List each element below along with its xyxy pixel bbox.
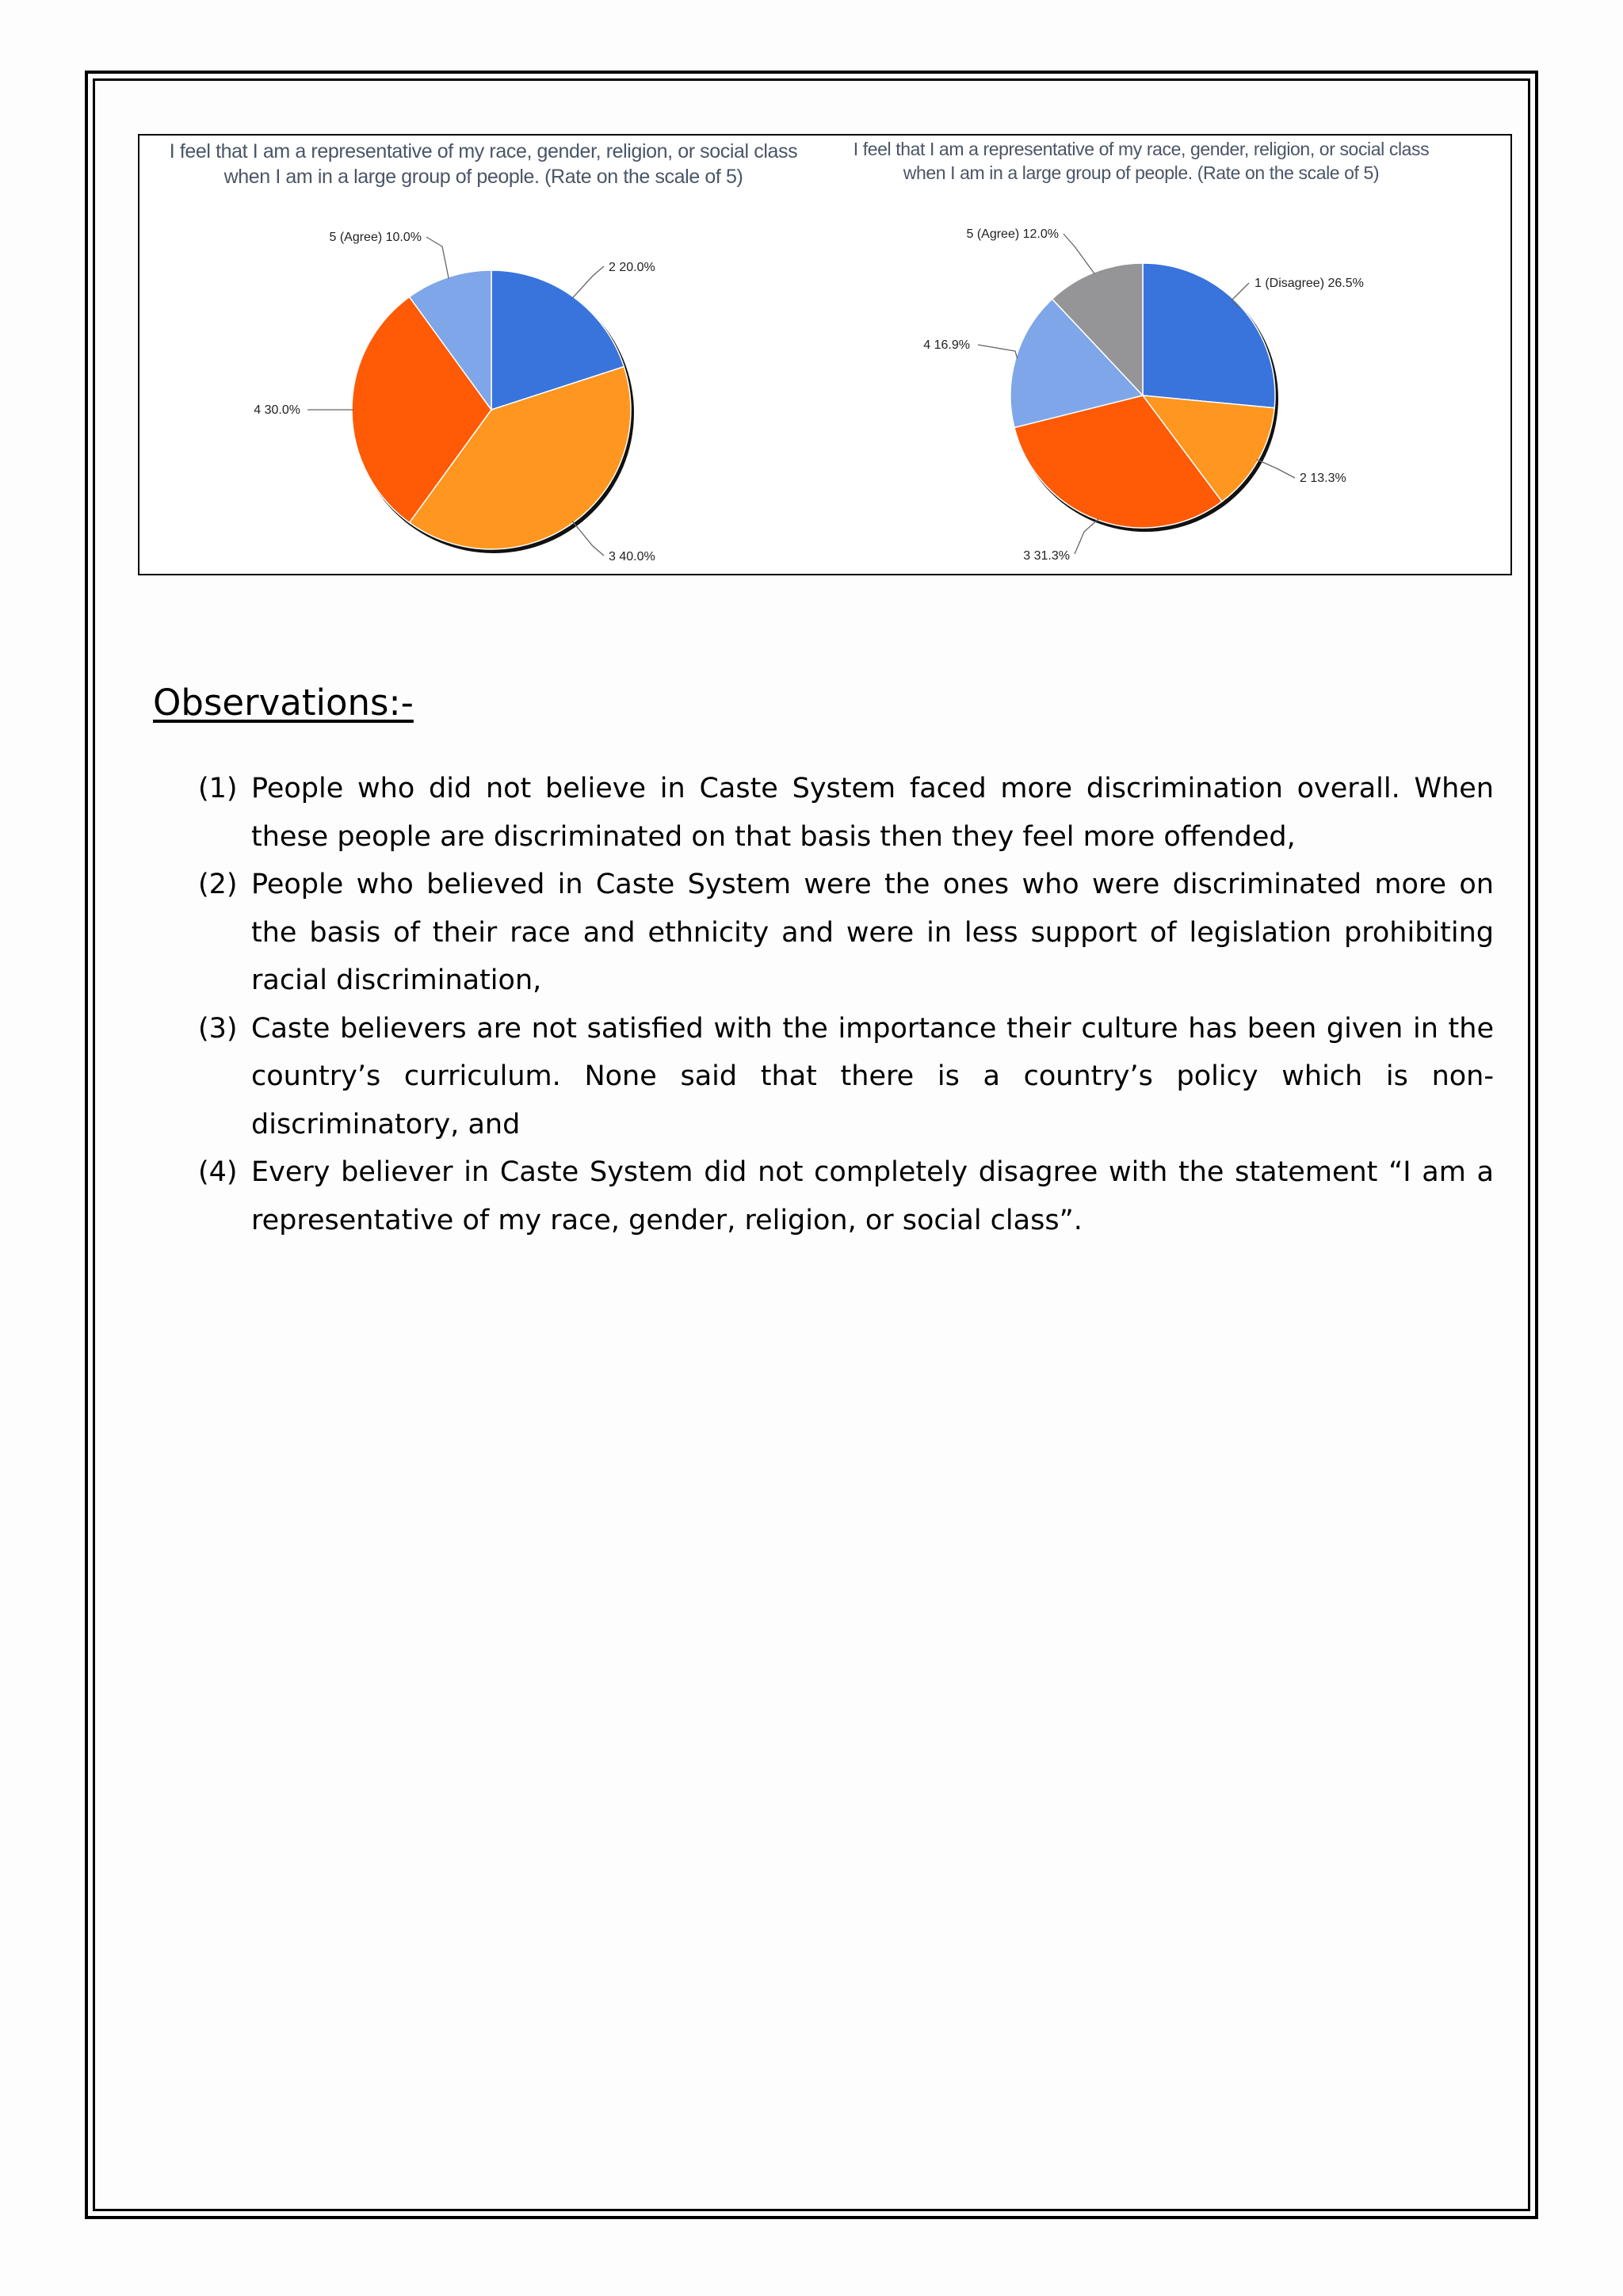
slice-label: 5 (Agree) 10.0% bbox=[329, 231, 422, 244]
chart-title-line: I feel that I am a representative of my race, gender, religion, or social class bbox=[853, 139, 1430, 159]
observations-list bbox=[198, 765, 1494, 1244]
chart-title-line: when I am in a large group of people. (Rate on the scale of 5) bbox=[223, 166, 743, 188]
slice-leader-line bbox=[978, 345, 1018, 358]
observation-text: People who did not believe in Caste System faced more discrimination overall. When these people are discriminated on that basis then they feel more offended, bbox=[251, 773, 1494, 853]
observation-item bbox=[198, 1005, 1494, 1149]
slice-leader-line bbox=[1075, 518, 1099, 554]
slice-label: 3 40.0% bbox=[609, 550, 655, 563]
slice-leader-line bbox=[1257, 460, 1295, 478]
slice-label: 4 30.0% bbox=[254, 403, 300, 417]
pie-chart-right bbox=[139, 136, 1510, 574]
slice-label: 4 16.9% bbox=[923, 338, 970, 352]
slice-leader-line bbox=[1064, 234, 1094, 274]
slice-label: 1 (Disagree) 26.5% bbox=[1254, 277, 1364, 290]
observation-number: (3) bbox=[198, 1012, 238, 1045]
observation-number: (2) bbox=[198, 869, 238, 900]
slice-label: 2 20.0% bbox=[609, 261, 655, 274]
chart-title-line: I feel that I am a representative of my race, gender, religion, or social class bbox=[169, 140, 798, 162]
observation-number: (4) bbox=[198, 1156, 238, 1188]
slice-label: 2 13.3% bbox=[1300, 472, 1346, 485]
slice-label: 5 (Agree) 12.0% bbox=[966, 227, 1059, 241]
observations-heading: Observations:- bbox=[153, 682, 414, 724]
observation-item bbox=[198, 861, 1494, 1005]
observation-text: Every believer in Caste System did not completely disagree with the statement “I am a representative of my race, gender, religion, or social class”. bbox=[251, 1156, 1494, 1236]
charts-panel bbox=[138, 134, 1512, 575]
observation-number: (1) bbox=[198, 773, 238, 804]
observation-item bbox=[198, 1148, 1494, 1244]
observation-text: Caste believers are not satisfied with the importance their culture has been given in the country’s curriculum. None said that there is a country’s policy which is non-discriminatory, and bbox=[251, 1012, 1494, 1140]
chart-title-line: when I am in a large group of people. (Rate on the scale of 5) bbox=[903, 162, 1380, 183]
observation-text: People who believed in Caste System were the ones who were discriminated more on the basis of their race and ethnicity and were in less support of legislation prohibiting racial discrimination, bbox=[251, 869, 1494, 996]
slice-label: 3 31.3% bbox=[1023, 549, 1070, 563]
observation-item bbox=[198, 765, 1494, 861]
